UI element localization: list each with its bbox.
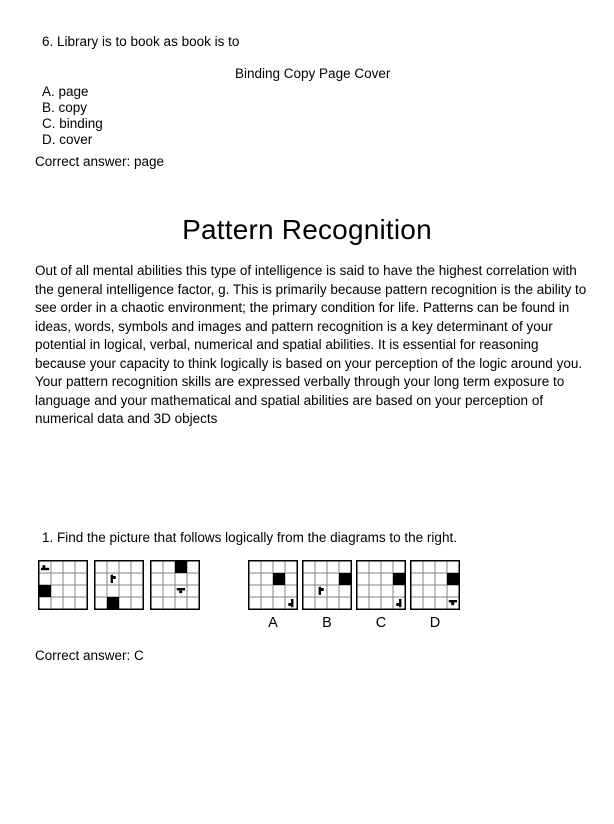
answer-option-A	[248, 560, 298, 631]
pattern-grid-sequence-3	[150, 560, 200, 610]
question6-option-c: C. binding	[42, 116, 103, 131]
question6-option-b: B. copy	[42, 100, 88, 115]
pattern-grid-sequence-1	[38, 560, 88, 610]
question6-option-d: D. cover	[42, 132, 93, 147]
pattern-grid-sequence-2	[94, 560, 144, 610]
option-grid-B	[302, 560, 352, 610]
question6-word-bank: Binding Copy Page Cover	[235, 66, 391, 81]
option-label-A: A	[268, 615, 278, 631]
option-grid-A	[248, 560, 298, 610]
question6-options	[42, 84, 103, 148]
option-label-C: C	[375, 615, 387, 631]
section-title: Pattern Recognition	[182, 214, 432, 245]
option-grid-C	[356, 560, 406, 610]
question6-option-a: A. page	[42, 84, 89, 99]
question1-diagrams	[38, 560, 460, 631]
section-intro-paragraph: Out of all mental abilities this type of intelligence is said to have the highest correlation with the general intelligence factor, g. This is primarily because pattern recognition is the ability to see order in a chaotic environment; the primary condition for life. Patterns can be found in ideas, words, symbols and images and pattern recognition is a key determinant of your potential in logical, verbal, numerical and spatial abilities. It is essential for reasoning because your capacity to think logically is based on your perception of the logic around you. Your pattern recognition skills are expressed verbally through your long term exposure to language and your mathematical and spatial abilities are based on your perception of numerical data and 3D objects	[35, 263, 587, 426]
option-grid-D	[410, 560, 460, 610]
question6-prompt: 6. Library is to book as book is to	[42, 34, 240, 49]
option-label-D: D	[429, 615, 441, 631]
answer-option-D	[410, 560, 460, 631]
question1-correct-answer: Correct answer: C	[35, 648, 144, 663]
option-label-B: B	[322, 615, 332, 631]
sequence-grids	[38, 560, 200, 610]
question6-correct-answer: Correct answer: page	[35, 154, 165, 169]
option-grids	[248, 560, 460, 631]
answer-option-B	[302, 560, 352, 631]
question1-prompt: 1. Find the picture that follows logically from the diagrams to the right.	[42, 530, 457, 545]
answer-option-C	[356, 560, 406, 631]
